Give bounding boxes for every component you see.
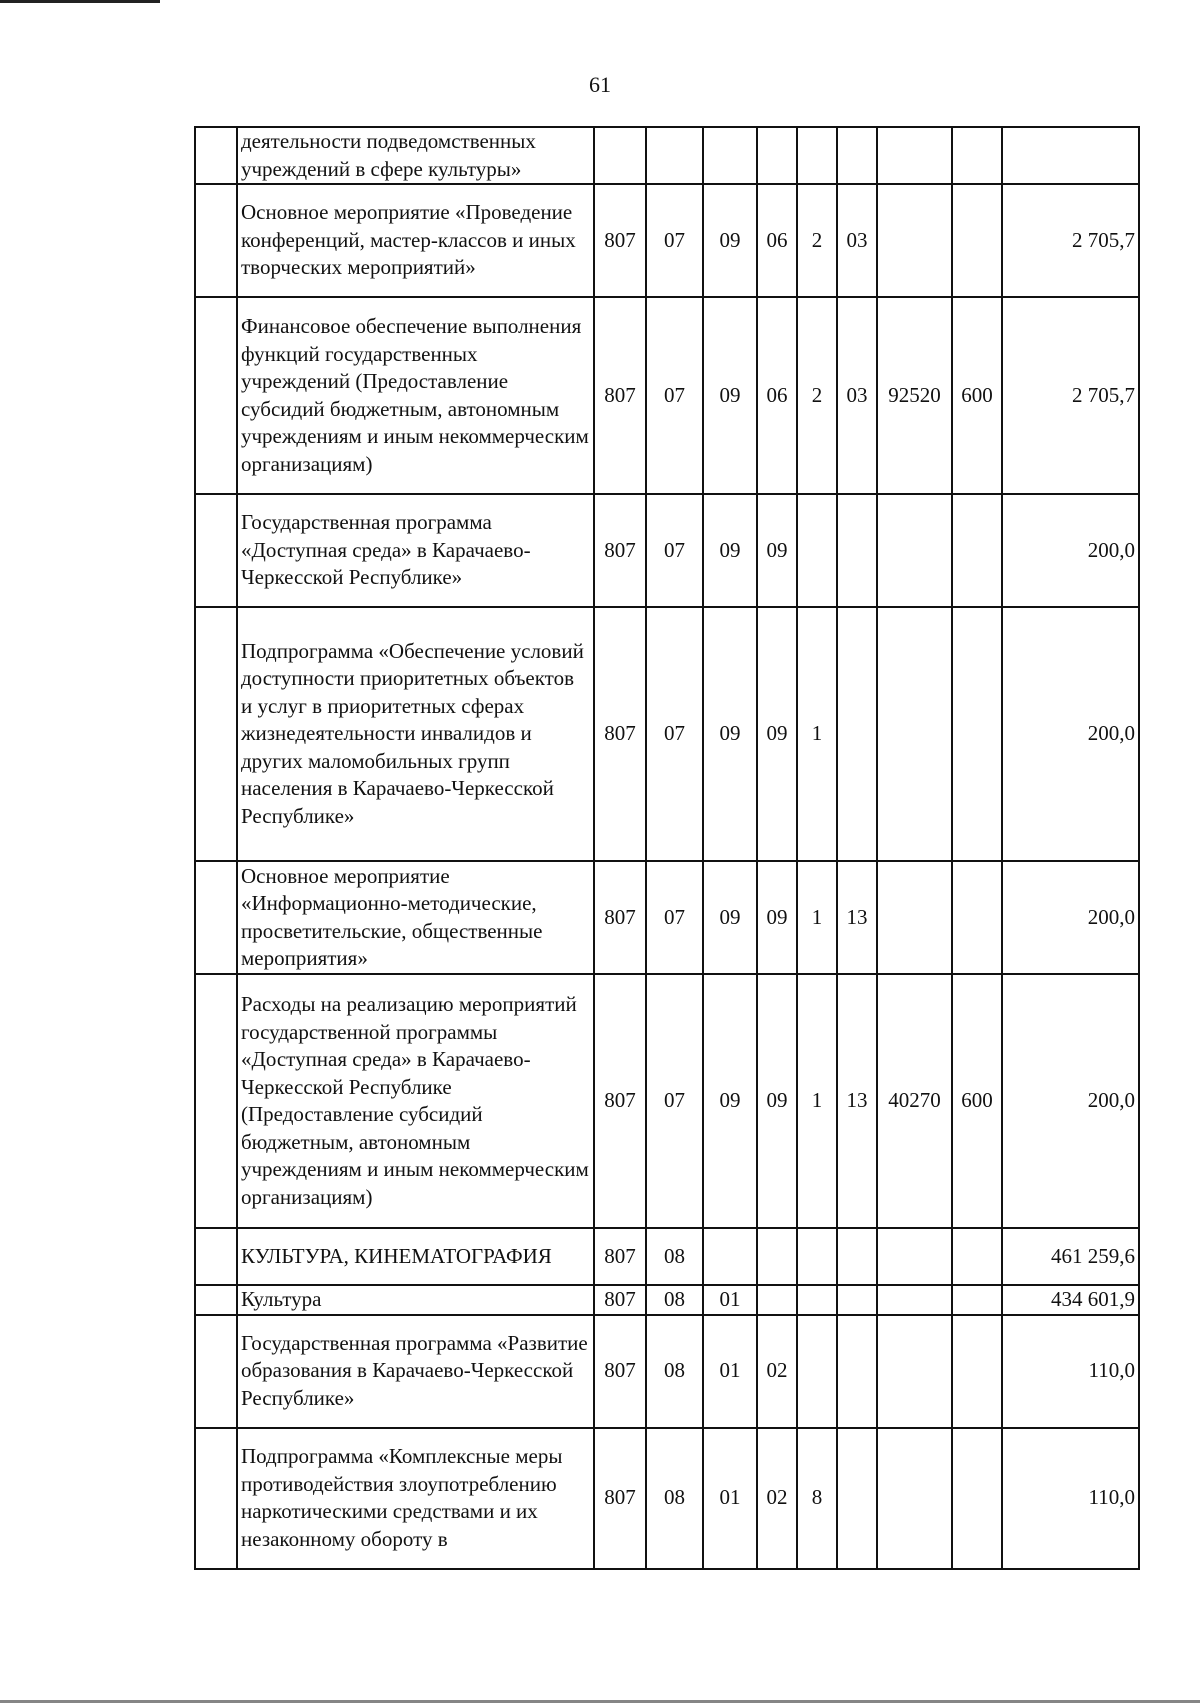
row-number-cell — [195, 184, 237, 297]
code-cell-c2: 07 — [646, 607, 703, 861]
code-cell-c3 — [703, 1228, 757, 1285]
row-number-cell — [195, 1428, 237, 1569]
code-cell-c1 — [594, 127, 646, 184]
code-cell-c4: 06 — [757, 297, 797, 494]
code-cell-c1: 807 — [594, 184, 646, 297]
code-cell-c4: 02 — [757, 1315, 797, 1428]
code-cell-c7 — [877, 494, 952, 607]
code-cell-c2: 08 — [646, 1428, 703, 1569]
budget-table — [194, 126, 1140, 1570]
code-cell-c5: 8 — [797, 1428, 837, 1569]
code-cell-c5 — [797, 1228, 837, 1285]
code-cell-c3: 09 — [703, 184, 757, 297]
table-row — [195, 184, 1139, 297]
code-cell-c6: 03 — [837, 297, 877, 494]
code-cell-c7: 40270 — [877, 974, 952, 1228]
code-cell-c3: 09 — [703, 607, 757, 861]
code-cell-c2: 07 — [646, 974, 703, 1228]
code-cell-c4 — [757, 1285, 797, 1315]
code-cell-c5 — [797, 1285, 837, 1315]
code-cell-c8 — [952, 861, 1002, 974]
amount-cell: 110,0 — [1002, 1428, 1139, 1569]
amount-cell: 200,0 — [1002, 607, 1139, 861]
code-cell-c8: 600 — [952, 297, 1002, 494]
code-cell-c3: 09 — [703, 494, 757, 607]
code-cell-c7 — [877, 861, 952, 974]
code-cell-c5: 2 — [797, 184, 837, 297]
code-cell-c2: 08 — [646, 1285, 703, 1315]
code-cell-c6 — [837, 494, 877, 607]
code-cell-c6 — [837, 1428, 877, 1569]
code-cell-c3: 09 — [703, 861, 757, 974]
table-row — [195, 974, 1139, 1228]
code-cell-c4: 09 — [757, 494, 797, 607]
code-cell-c8 — [952, 607, 1002, 861]
code-cell-c7 — [877, 1285, 952, 1315]
code-cell-c7 — [877, 1315, 952, 1428]
code-cell-c4: 06 — [757, 184, 797, 297]
item-name-cell: Подпрограмма «Комплексные меры противодействия злоупотреблению наркотическими средствами и их незаконному обороту в — [237, 1428, 594, 1569]
amount-cell: 2 705,7 — [1002, 184, 1139, 297]
code-cell-c7 — [877, 1228, 952, 1285]
code-cell-c2 — [646, 127, 703, 184]
code-cell-c6: 13 — [837, 974, 877, 1228]
code-cell-c7 — [877, 607, 952, 861]
amount-cell — [1002, 127, 1139, 184]
row-number-cell — [195, 1315, 237, 1428]
amount-cell: 434 601,9 — [1002, 1285, 1139, 1315]
code-cell-c5: 1 — [797, 974, 837, 1228]
code-cell-c3: 09 — [703, 974, 757, 1228]
item-name-cell: Государственная программа «Доступная среда» в Карачаево-Черкесской Республике» — [237, 494, 594, 607]
code-cell-c4 — [757, 1228, 797, 1285]
code-cell-c3 — [703, 127, 757, 184]
table-row — [195, 297, 1139, 494]
code-cell-c7: 92520 — [877, 297, 952, 494]
row-number-cell — [195, 1228, 237, 1285]
code-cell-c4: 02 — [757, 1428, 797, 1569]
code-cell-c1: 807 — [594, 1428, 646, 1569]
code-cell-c4 — [757, 127, 797, 184]
amount-cell: 110,0 — [1002, 1315, 1139, 1428]
amount-cell: 200,0 — [1002, 861, 1139, 974]
page-number: 61 — [589, 72, 611, 97]
item-name-cell: Культура — [237, 1285, 594, 1315]
code-cell-c2: 08 — [646, 1315, 703, 1428]
code-cell-c1: 807 — [594, 1285, 646, 1315]
amount-cell: 200,0 — [1002, 494, 1139, 607]
code-cell-c1: 807 — [594, 494, 646, 607]
code-cell-c1: 807 — [594, 1228, 646, 1285]
item-name-cell: КУЛЬТУРА, КИНЕМАТОГРАФИЯ — [237, 1228, 594, 1285]
code-cell-c1: 807 — [594, 297, 646, 494]
row-number-cell — [195, 297, 237, 494]
row-number-cell — [195, 607, 237, 861]
code-cell-c4: 09 — [757, 861, 797, 974]
code-cell-c7 — [877, 127, 952, 184]
code-cell-c8 — [952, 1285, 1002, 1315]
code-cell-c8 — [952, 1315, 1002, 1428]
item-name-cell: Подпрограмма «Обеспечение условий доступности приоритетных объектов и услуг в приоритетных сферах жизнедеятельности инвалидов и других маломобильных групп населения в Карачаево-Черкесской Республике» — [237, 607, 594, 861]
code-cell-c2: 07 — [646, 494, 703, 607]
table-row — [195, 1315, 1139, 1428]
code-cell-c1: 807 — [594, 974, 646, 1228]
table-row — [195, 861, 1139, 974]
code-cell-c8: 600 — [952, 974, 1002, 1228]
amount-cell: 461 259,6 — [1002, 1228, 1139, 1285]
code-cell-c8 — [952, 1428, 1002, 1569]
code-cell-c5 — [797, 1315, 837, 1428]
table-row — [195, 607, 1139, 861]
code-cell-c8 — [952, 127, 1002, 184]
table-row — [195, 1228, 1139, 1285]
code-cell-c5 — [797, 127, 837, 184]
amount-cell: 2 705,7 — [1002, 297, 1139, 494]
item-name-cell: Государственная программа «Развитие образования в Карачаево-Черкесской Республике» — [237, 1315, 594, 1428]
code-cell-c5: 1 — [797, 607, 837, 861]
code-cell-c5: 2 — [797, 297, 837, 494]
item-name-cell: Основное мероприятие «Информационно-методические, просветительские, общественные мероприятия» — [237, 861, 594, 974]
item-name-cell: Финансовое обеспечение выполнения функций государственных учреждений (Предоставление субсидий бюджетным, автономным учреждениям и иным некоммерческим организациям) — [237, 297, 594, 494]
item-name-cell: Расходы на реализацию мероприятий государственной программы «Доступная среда» в Карачаево-Черкесской Республике (Предоставление субсидий бюджетным, автономным учреждениям и иным некоммерческим организациям) — [237, 974, 594, 1228]
code-cell-c8 — [952, 494, 1002, 607]
code-cell-c1: 807 — [594, 861, 646, 974]
code-cell-c5: 1 — [797, 861, 837, 974]
code-cell-c2: 08 — [646, 1228, 703, 1285]
code-cell-c8 — [952, 1228, 1002, 1285]
code-cell-c1: 807 — [594, 607, 646, 861]
code-cell-c3: 01 — [703, 1315, 757, 1428]
code-cell-c6: 03 — [837, 184, 877, 297]
code-cell-c2: 07 — [646, 297, 703, 494]
scan-artifact-bottom — [0, 1700, 1200, 1703]
code-cell-c2: 07 — [646, 861, 703, 974]
code-cell-c6 — [837, 127, 877, 184]
row-number-cell — [195, 974, 237, 1228]
code-cell-c1: 807 — [594, 1315, 646, 1428]
code-cell-c4: 09 — [757, 974, 797, 1228]
code-cell-c6 — [837, 1228, 877, 1285]
table-row — [195, 1285, 1139, 1315]
code-cell-c3: 09 — [703, 297, 757, 494]
row-number-cell — [195, 861, 237, 974]
item-name-cell: Основное мероприятие «Проведение конференций, мастер-классов и иных творческих мероприятий» — [237, 184, 594, 297]
code-cell-c2: 07 — [646, 184, 703, 297]
code-cell-c7 — [877, 184, 952, 297]
item-name-cell: деятельности подведомственных учреждений в сфере культуры» — [237, 127, 594, 184]
amount-cell: 200,0 — [1002, 974, 1139, 1228]
row-number-cell — [195, 127, 237, 184]
table-row — [195, 494, 1139, 607]
code-cell-c3: 01 — [703, 1285, 757, 1315]
table-row — [195, 127, 1139, 184]
code-cell-c6 — [837, 1315, 877, 1428]
scan-artifact-top — [0, 0, 160, 3]
code-cell-c6: 13 — [837, 861, 877, 974]
code-cell-c4: 09 — [757, 607, 797, 861]
row-number-cell — [195, 1285, 237, 1315]
code-cell-c7 — [877, 1428, 952, 1569]
table-row — [195, 1428, 1139, 1569]
code-cell-c8 — [952, 184, 1002, 297]
code-cell-c3: 01 — [703, 1428, 757, 1569]
code-cell-c6 — [837, 1285, 877, 1315]
code-cell-c5 — [797, 494, 837, 607]
row-number-cell — [195, 494, 237, 607]
code-cell-c6 — [837, 607, 877, 861]
